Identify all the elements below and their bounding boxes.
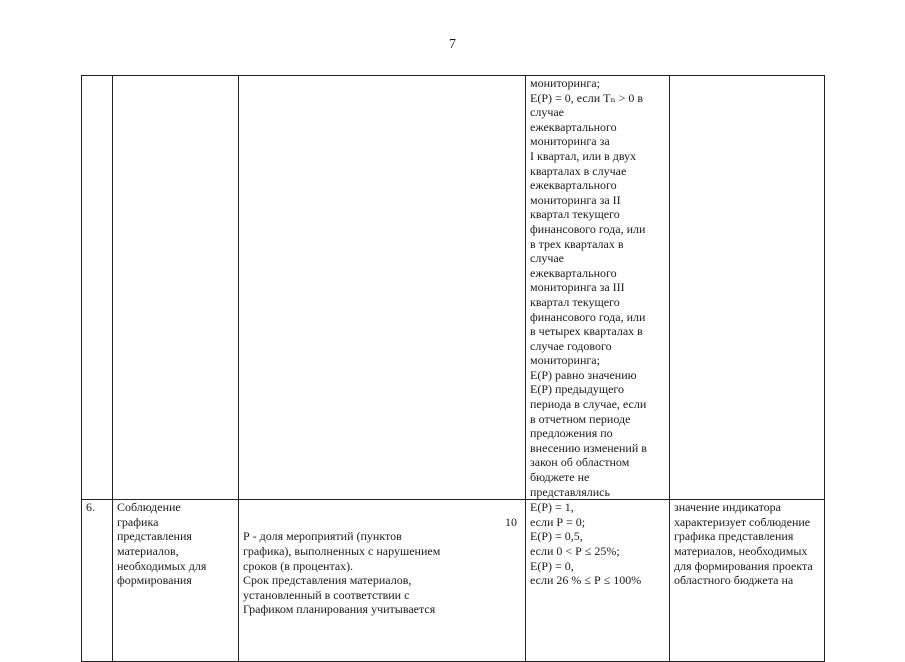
- table-row-6: [82, 500, 825, 662]
- cell-formula: Е(Р) = 1, если Р = 0; Е(Р) = 0,5, если 0 < Р ≤ 25%; Е(Р) = 0, если 26 % ≤ Р ≤ 100%: [526, 500, 670, 662]
- cell-indicator-name: Соблюдение графика представления материалов, необходимых для формирования: [113, 500, 239, 662]
- description-text: Р - доля мероприятий (пунктов графика), выполненных с нарушением сроков (в процентах). Срок представления материалов, установленный в соответствии с Графиком планирования учитывается: [243, 529, 441, 617]
- cell-comment-empty: [670, 76, 825, 500]
- cell-number-empty: [82, 76, 113, 500]
- cell-description-empty: [239, 76, 526, 500]
- page-number: 7: [449, 37, 456, 52]
- indicator-table: [81, 75, 825, 662]
- cell-comment: значение индикатора характеризует соблюдение графика представления материалов, необходимых для формирования проекта областного бюджета на: [670, 500, 825, 662]
- cell-description: [239, 500, 526, 662]
- cell-indicator-empty: [113, 76, 239, 500]
- cell-formula: мониторинга; Е(Р) = 0, если Тₙ > 0 в случае ежеквартального мониторинга за I квартал, или в двух кварталах в случае ежеквартального мониторинга за II квартал текущего финансового года, или в трех кварталах в случае ежеквартального мониторинга за III квартал текущего финансового года, или в четырех кварталах в случае годового мониторинга; Е(Р) равно значению Е(Р) предыдущего периода в случае, если в отчетном периоде предложения по внесению изменений в закон об областном бюджете не представлялись: [526, 76, 670, 500]
- table-row-continued: [82, 76, 825, 500]
- indicator-weight: 10: [505, 514, 517, 529]
- cell-row-number: 6.: [82, 500, 113, 662]
